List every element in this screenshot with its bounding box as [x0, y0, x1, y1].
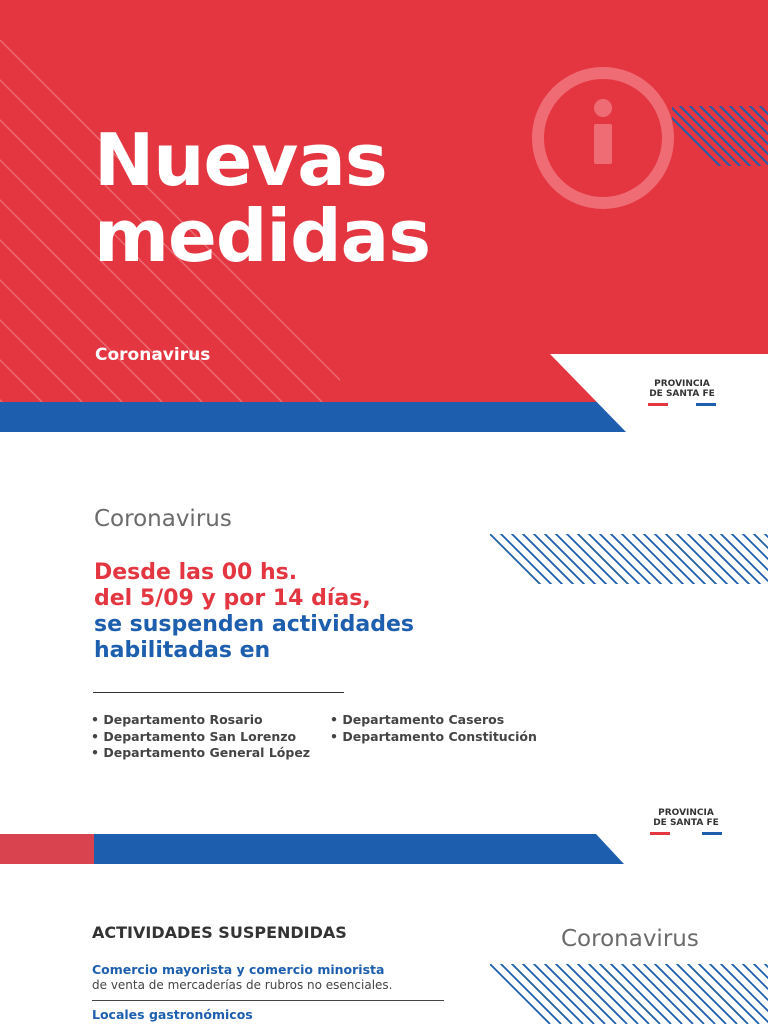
list-item: • Departamento Constitución — [330, 728, 537, 744]
list-item: • Departamento Rosario — [91, 712, 263, 727]
diagonal-stripes — [480, 524, 768, 594]
section-label: Coronavirus — [561, 926, 699, 952]
red-band — [0, 834, 94, 864]
list-item: • Departamento General López — [91, 745, 311, 760]
activity-title: Locales gastronómicos — [92, 1007, 253, 1022]
divider — [92, 1000, 444, 1001]
slide-suspension — [0, 432, 768, 864]
section-label: Coronavirus — [94, 506, 232, 532]
list-item: • Departamento Caseros — [330, 712, 505, 727]
slide-actividades — [0, 864, 768, 1024]
province-logo: PROVINCIA DE SANTA FE — [650, 808, 722, 835]
province-logo: PROVINCIA DE SANTA FE — [648, 379, 716, 406]
info-circle-icon — [538, 73, 668, 203]
department-list-right — [330, 712, 537, 745]
department-list-left — [91, 712, 310, 762]
section-title: ACTIVIDADES SUSPENDIDAS — [92, 923, 347, 942]
divider — [93, 692, 344, 693]
slide-title: Nuevas medidas — [94, 118, 431, 278]
headline: Desde las 00 hs. del 5/09 y por 14 días, se suspenden actividades habilitadas en — [94, 560, 415, 663]
diagonal-stripes — [480, 954, 768, 1024]
slide-nuevas-medidas — [0, 0, 768, 432]
slide-subtitle: Coronavirus — [95, 345, 211, 365]
activity-description: de venta de mercaderías de rubros no esenciales. — [92, 978, 393, 992]
activity-title: Comercio mayorista y comercio minorista — [92, 962, 385, 977]
blue-band — [94, 834, 624, 864]
list-item: • Departamento San Lorenzo — [91, 728, 297, 744]
